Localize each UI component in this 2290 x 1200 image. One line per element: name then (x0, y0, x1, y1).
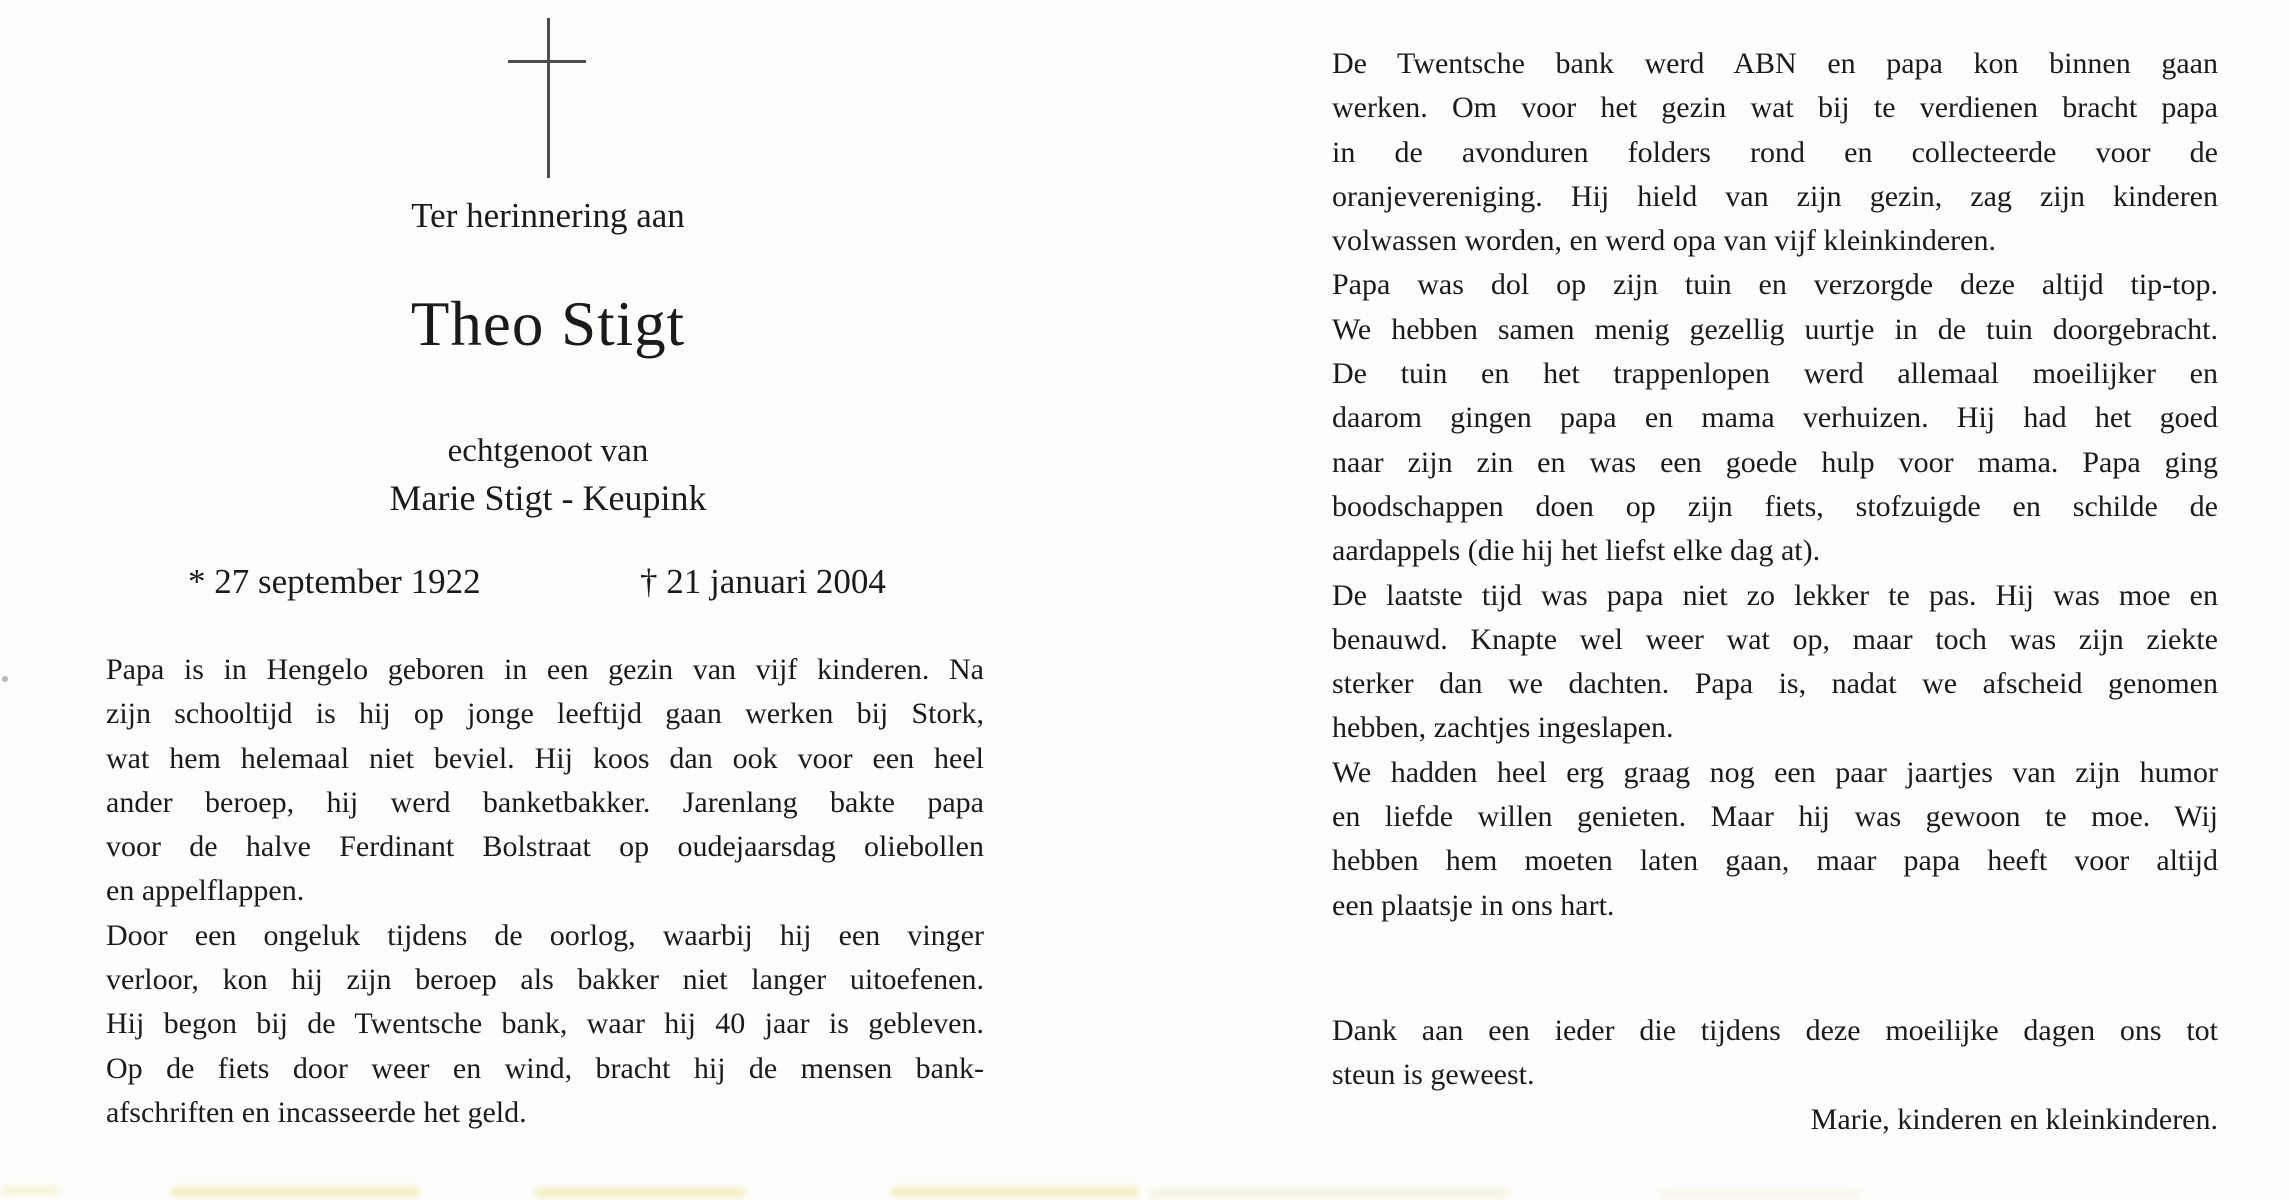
memorial-cross-icon (547, 18, 550, 178)
text-line: hebben hem moeten laten gaan, maar papa heeft voor altijd (1332, 844, 2218, 878)
text-line: naar zijn zin en was een goede hulp voor mama. Papa ging (1332, 445, 2218, 479)
memorial-cross-icon-bar (508, 60, 586, 63)
right-page-text (1332, 42, 2218, 928)
death-date: † 21 januari 2004 (640, 562, 886, 601)
text-line: Op de fiets door weer en wind, bracht hij de mensen bank- (106, 1051, 984, 1085)
spouse-label: echtgenoot van (447, 433, 649, 469)
text-line: De Twentsche bank werd ABN en papa kon binnen gaan (1332, 47, 2218, 80)
scan-artifact-dot (2, 676, 8, 682)
scan-artifact (1660, 1190, 1860, 1199)
scan-artifact (1150, 1189, 1510, 1198)
text-line: aardappels (die hij het liefst elke dag at). (1332, 534, 1821, 568)
text-line: oranjevereniging. Hij hield van zijn gezin, zag zijn kinderen (1332, 179, 2218, 213)
text-line: ander beroep, hij werd banketbakker. Jarenlang bakte papa (106, 785, 984, 819)
text-line: Papa was dol op zijn tuin en verzorgde deze altijd tip-top. (1332, 268, 2218, 302)
scan-artifact (890, 1187, 1140, 1196)
text-line: sterker dan we dachten. Papa is, nadat we afscheid genomen (1332, 667, 2218, 701)
left-page-text (106, 648, 984, 1135)
text-line: Door een ongeluk tijdens de oorlog, waarbij hij een vinger (106, 918, 984, 952)
text-line: wat hem helemaal niet beviel. Hij koos dan ook voor een heel (106, 741, 984, 775)
text-line: De laatste tijd was papa niet zo lekker te pas. Hij was moe en (1332, 578, 2218, 612)
deceased-name: Theo Stigt (410, 289, 686, 359)
memorial-header: Ter herinnering aan (411, 196, 685, 235)
text-line: We hebben samen menig gezellig uurtje in de tuin doorgebracht. (1332, 312, 2218, 346)
text-line: een plaatsje in ons hart. (1332, 888, 1615, 922)
text-line: volwassen worden, en werd opa van vijf kleinkinderen. (1332, 224, 1996, 258)
text-line: Papa is in Hengelo geboren in een gezin van vijf kinderen. Na (106, 653, 984, 686)
text-line: werken. Om voor het gezin wat bij te verdienen bracht papa (1332, 91, 2218, 125)
text-line: in de avonduren folders rond en collecteerde voor de (1332, 135, 2218, 169)
scan-artifact (170, 1187, 420, 1196)
text-line: steun is geweest. (1332, 1058, 1535, 1092)
acknowledgement-text (1332, 1009, 2218, 1142)
text-line: Marie, kinderen en kleinkinderen. (1810, 1102, 2218, 1136)
text-line: boodschappen doen op zijn fiets, stofzuigde en schilde de (1332, 489, 2218, 523)
text-line: voor de halve Ferdinant Bolstraat op oudejaarsdag oliebollen (106, 830, 984, 864)
text-line: Hij begon bij de Twentsche bank, waar hij 40 jaar is gebleven. (106, 1007, 984, 1041)
spouse-name: Marie Stigt - Keupink (389, 478, 707, 518)
text-line: en liefde willen genieten. Maar hij was gewoon te moe. Wij (1332, 800, 2218, 834)
text-line: We hadden heel erg graag nog een paar jaartjes van zijn humor (1332, 755, 2218, 789)
text-line: afschriften en incasseerde het geld. (106, 1095, 527, 1129)
text-line: Dank aan een ieder die tijdens deze moeilijke dagen ons tot (1332, 1014, 2218, 1047)
birth-date: * 27 september 1922 (188, 562, 481, 601)
text-line: daarom gingen papa en mama verhuizen. Hij had het goed (1332, 401, 2218, 435)
text-line: hebben, zachtjes ingeslapen. (1332, 711, 1674, 745)
text-line: en appelflappen. (106, 874, 305, 908)
scan-artifact (0, 1186, 60, 1195)
text-line: zijn schooltijd is hij op jonge leeftijd gaan werken bij Stork, (106, 697, 984, 731)
scan-artifact (535, 1188, 745, 1197)
text-line: De tuin en het trappenlopen werd allemaal moeilijker en (1332, 357, 2218, 391)
text-line: benauwd. Knapte wel weer wat op, maar toch was zijn ziekte (1332, 622, 2218, 656)
text-line: verloor, kon hij zijn beroep als bakker niet langer uitoefenen. (106, 963, 984, 997)
